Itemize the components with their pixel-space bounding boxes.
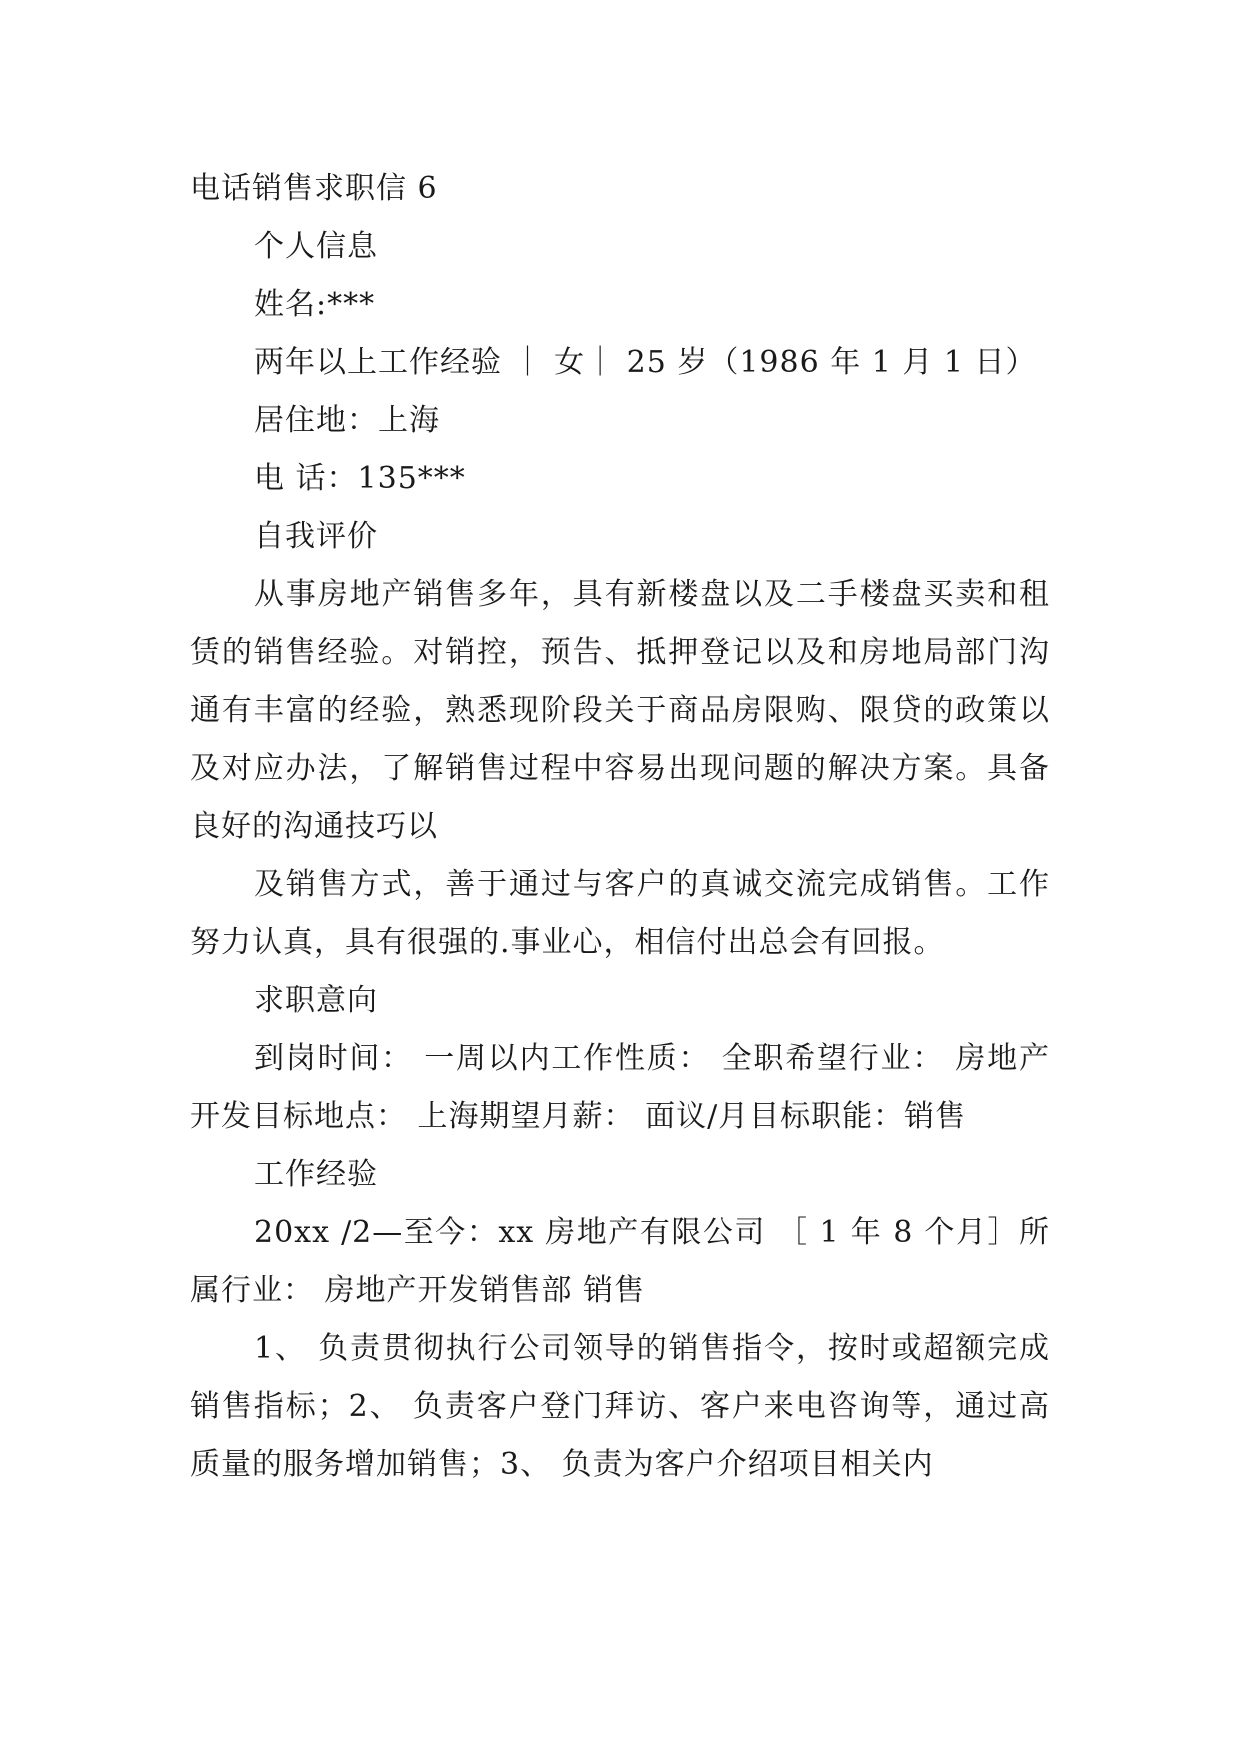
section-heading-job-intention: 求职意向 — [254, 983, 378, 1018]
experience-gender-age-line: 两年以上工作经验 ｜ 女｜ 25 岁（1986 年 1 月 1 日） — [254, 345, 1037, 380]
self-evaluation-paragraph-2: 及销售方式，善于通过与客户的真诚交流完成销售。工作努力认真，具有很强的.事业心，相信付出总会有回报。 — [190, 867, 1050, 960]
section-heading-self-evaluation: 自我评价 — [254, 519, 378, 554]
self-evaluation-paragraph-1: 从事房地产销售多年，具有新楼盘以及二手楼盘买卖和租赁的销售经验。对销控，预告、抵押登记以及和房地局部门沟通有丰富的经验，熟悉现阶段关于商品房限购、限贷的政策以及对应办法，了解销售过程中容易出现问题的解决方案。具备良好的沟通技巧以 — [190, 577, 1050, 844]
job-intention-paragraph: 到岗时间： 一周以内工作性质： 全职希望行业： 房地产开发目标地点： 上海期望月薪： 面议/月目标职能：销售 — [190, 1041, 1050, 1134]
document-body — [190, 160, 1050, 1494]
name-line: 姓名:*** — [254, 287, 376, 322]
phone-line: 电 话：135*** — [254, 461, 466, 496]
section-heading-work-experience: 工作经验 — [254, 1157, 378, 1192]
work-duties-paragraph: 1、 负责贯彻执行公司领导的销售指令，按时或超额完成销售指标；2、 负责客户登门拜访、客户来电咨询等，通过高质量的服务增加销售；3、 负责为客户介绍项目相关内 — [190, 1331, 1050, 1482]
document-title: 电话销售求职信 6 — [190, 171, 438, 206]
work-experience-entry: 20xx /2—至今：xx 房地产有限公司 ［ 1 年 8 个月］所属行业： 房地产开发销售部 销售 — [190, 1215, 1050, 1308]
section-heading-personal-info: 个人信息 — [254, 229, 378, 264]
residence-line: 居住地：上海 — [254, 403, 440, 438]
